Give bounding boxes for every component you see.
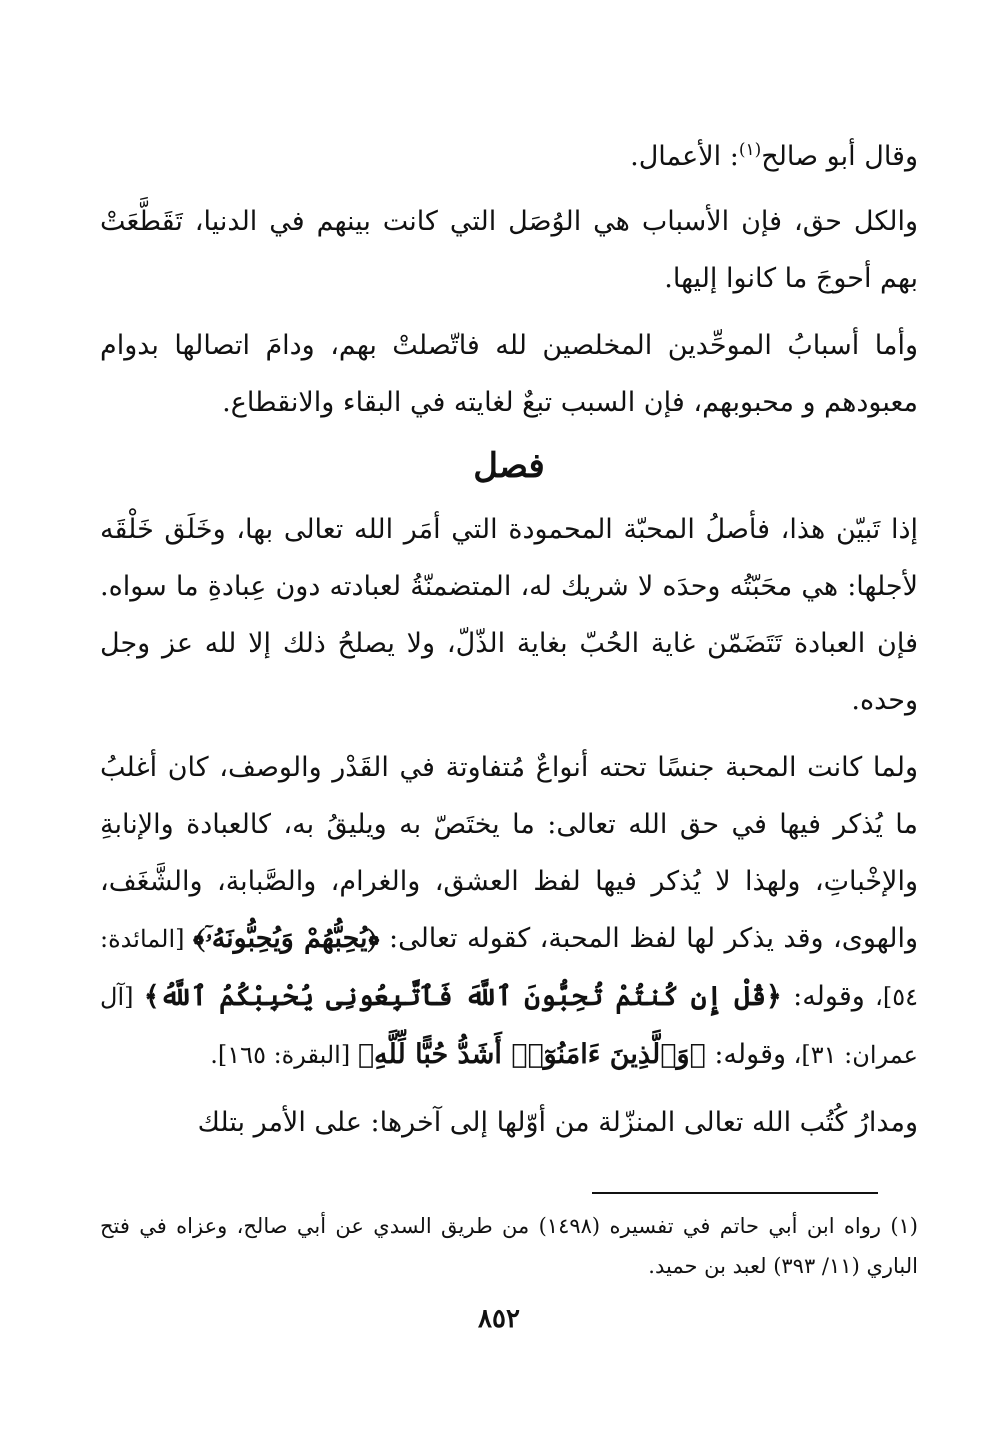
footnote: (١) رواه ابن أبي حاتم في تفسيره (١٤٩٨) من طريق السدي عن أبي صالح، وعزاه في فتح الباري (١١/ ٣٩٣) لعبد بن حميد. <box>100 1214 918 1278</box>
section-heading: فصل <box>473 446 545 486</box>
paragraph-2: والكل حق، فإن الأسباب هي الوُصَل التي كانت بينهم في الدنيا، تَقَطَّعَتْ بهم أحوجَ ما كانوا إليها. <box>100 206 918 294</box>
verse-reference-3: [البقرة: ١٦٥]. <box>210 1041 358 1069</box>
paragraph-1 <box>100 128 918 185</box>
verse-reference-2: [آل عمران: ٣١]، <box>100 983 918 1069</box>
page-number: ٨٥٢ <box>478 1304 520 1334</box>
connector-2: وقوله: <box>705 1039 787 1070</box>
paragraph-4: إذا تَبيّن هذا، فأصلُ المحبّة المحمودة التي أمَر الله تعالى بها، وخَلَق خَلْقَه لأجلها: هي محَبّتُه وحدَه لا شريك له، المتضمنّةُ لعبادته دون عِبادةِ ما سواه. فإن العبادة تَتَضَمّن غاية الحُبّ بغاية الذّلّ، ولا يصلحُ ذلك إلا لله عز وجل وحده. <box>100 514 918 716</box>
paragraph-1-text: وقال أبو صالح <box>761 141 918 172</box>
paragraph-5-text: ولما كانت المحبة جنسًا تحته أنواعٌ مُتفاوتة في القَدْر والوصف، كان أغلبُ ما يُذكر فيها في حق الله تعالى: ما يختَصّ به ويليقُ به، كالعبادة والإنابةِ والإخْباتِ، ولهذا لا يُذكر فيها لفظ العشق، والغرام، والصَّبابة، والشَّغَف، والهوى، وقد يذكر لها لفظ المحبة، كقوله تعالى: <box>100 752 918 954</box>
page-body <box>100 128 918 1161</box>
paragraph-1-tail: : الأعمال. <box>630 141 739 172</box>
quran-verse-2: ﴿قُلْ إِن كُنتُمْ تُحِبُّونَ ٱللَّهَ فَٱتَّبِعُونِى يُحْبِبْكُمُ ٱللَّهُ﴾ <box>143 981 782 1012</box>
footnote-divider <box>592 1192 878 1194</box>
connector-1: وقوله: <box>781 981 865 1012</box>
quran-verse-3: ﴿وَٱلَّذِينَ ءَامَنُوٓا۟ أَشَدُّ حُبًّا لِّلَّهِ﴾ <box>357 1039 706 1070</box>
footnote-marker[interactable]: (١) <box>738 140 762 160</box>
quran-verse-1: ﴿يُحِبُّهُمْ وَيُحِبُّونَهُۥٓ﴾ <box>192 923 380 954</box>
paragraph-5 <box>100 739 918 1084</box>
verse-reference-1: [المائدة: ٥٤]، <box>100 925 918 1011</box>
paragraph-6: ومدارُ كُتُب الله تعالى المنزّلة من أوّلها إلى آخرها: على الأمر بتلك <box>197 1107 918 1138</box>
paragraph-3: وأما أسبابُ الموحِّدين المخلصين لله فاتّصلتْ بهم، ودامَ اتصالها بدوام معبودهم و محبوبهم، فإن السبب تبعٌ لغايته في البقاء والانقطاع. <box>100 330 918 418</box>
